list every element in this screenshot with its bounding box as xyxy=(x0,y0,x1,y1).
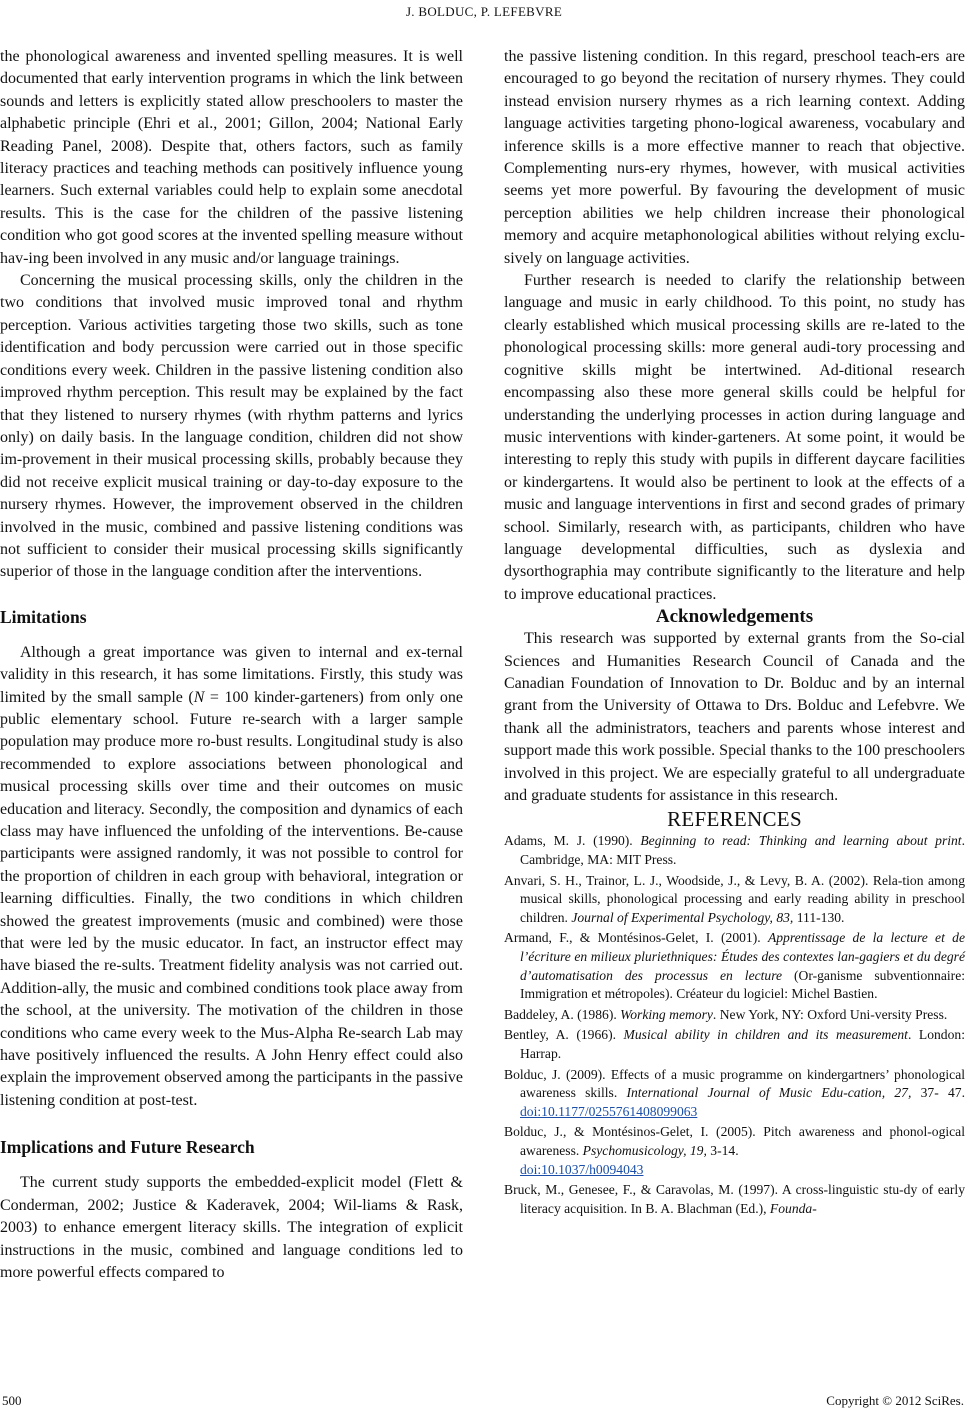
body-paragraph: The current study supports the embedded-explicit model (Flett & Conderman, 2002; Justice & Kaderavek, 2004; Wil-liams & Rask, 2003) to enhance emergent literacy skills. The integration of explicit instructions in the music, combined and language conditions led to more powerful effects compared to xyxy=(0,1174,463,1281)
right-column xyxy=(504,46,965,1220)
body-paragraph: the passive listening condition. In this regard, preschool teach-ers are encouraged to go beyond the recitation of nursery rhymes. They could instead envision nursery rhymes as a rich learning context. Adding language activities targeting phono-logical awareness, vocabulary and inference skills is a more effective manner to reach that objective. Complementing nurs-ery rhymes, however, with musical activities seems yet more powerful. By favouring the development of music perception abilities we help children increase their phonological memory and acquire metaphonological abilities without relying exclu-sively on language activities. xyxy=(504,48,965,267)
reference-item: Bolduc, J., & Montésinos-Gelet, I. (2005). Pitch awareness and phonol-ogical awareness. Psychomusicology, 19, 3-14. doi:10.1037/h0094043 xyxy=(504,1124,965,1177)
reference-item: Baddeley, A. (1986). Working memory. New York, NY: Oxford Uni-versity Press. xyxy=(504,1006,948,1022)
body-paragraph xyxy=(0,642,463,1113)
reference-item: Bolduc, J. (2009). Effects of a music programme on kindergartners’ phonological awareness skills. International Journal of Music Edu-cation, 27, 37- 47. doi:10.1177/0255761408099063 xyxy=(504,1066,965,1119)
acknowledgements-paragraph: This research was supported by external grants from the So-cial Sciences and Humanities Research Council of Canada and the Canadian Foundation of Innovation to Dr. Bolduc and by an internal grant from the University of Ottawa to Drs. Bolduc and Lefebvre. We thank all the administrators, teachers and parents whose interest and support made this work possible. Special thanks to the 100 preschoolers involved in this project. We are especially grateful to all undergraduate and graduate students for assistance in this research. xyxy=(504,630,965,804)
reference-item: Armand, F., & Montésinos-Gelet, I. (2001). Apprentissage de la lecture et de l’écriture en milieux pluriethniques: Études des contextes lan-gagiers et du degré d’automatisation des processus en lecture (Or-ganisme subventionnaire: Immigration et métropoles). Créateur du logiciel: Michel Bastien. xyxy=(504,930,965,1002)
reference-item: Adams, M. J. (1990). Beginning to read: Thinking and learning about print. Cambridge, MA: MIT Press. xyxy=(504,833,965,867)
body-paragraph: Concerning the musical processing skills, only the children in the two conditions that involved music improved tonal and rhythm perception. Various activities targeting those two skills, such as tone identification and body percussion were carried out in those specific conditions every week. Children in the passive listening condition also improved rhythm perception. This result may be explained by the fact that they listened to nursery rhymes (with rhythm patterns and lyrics only) on daily basis. In the language condition, children did not show im-provement in their musical processing skills, probably because they did not receive explicit musical training or day-to-day exposure to the nursery rhymes. However, the improvement observed in the children involved in the music, combined and passive listening conditions was not sufficient to consider their musical processing skills significantly superior of those in the language condition after the interventions. xyxy=(0,272,463,581)
references-heading: REFERENCES xyxy=(667,807,802,832)
section-heading-limitations: Limitations xyxy=(0,606,87,627)
section-heading-implications: Implications and Future Research xyxy=(0,1137,255,1158)
doi-link[interactable]: doi:10.1177/0255761408099063 xyxy=(520,1103,698,1119)
reference-item: Bruck, M., Genesee, F., & Caravolas, M. (1997). A cross-linguistic stu-dy of early literacy acquisition. In B. A. Blachman (Ed.), Founda- xyxy=(504,1182,965,1216)
copyright-notice: Copyright © 2012 SciRes. xyxy=(826,1393,964,1408)
doi-link[interactable]: doi:10.1037/h0094043 xyxy=(520,1161,644,1177)
italic-n: N xyxy=(193,688,205,706)
text-run: Although a great importance was given to internal and ex-ternal validity in this research, it has some limitations. Firstly, this study was limited by the small sample ( xyxy=(0,643,463,706)
body-paragraph: the phonological awareness and invented spelling measures. It is well documented that early intervention programs in which the link between sounds and letters is explicitly stated allow preschoolers to master the alphabetic principle (Ehri et al., 2001; Gillon, 2004; National Early Reading Panel, 2008). Despite that, others factors, such as family literacy practices and teaching methods can positively influence young learners. Such external variables could help to explain some anecdotal results. This is the case for the children of the passive listening condition who got good scores at the invented spelling measure without hav-ing been involved in any music and/or language trainings. xyxy=(0,48,463,267)
reference-list xyxy=(504,832,965,1218)
body-paragraph: Further research is needed to clarify the relationship between language and music in early childhood. To this point, no study has clearly established which musical processing skills are re-lated to the phonological processing skills: more general audi-tory processing and cognitive skills might be intertwined. Ad-ditional research encompassing also these more general skills could be helpful for understanding the underlying processes in action during language and music interventions with kinder-garteners. At some point, it would be interesting to reply this study with pupils in different daycare facilities or kindergartens. It would also be pertinent to look at the effects of a music and language interventions in first and second grades of primary school. Similarly, research with, as participants, children who have language developmental difficulties, such as dyslexia and dysorthographia may contribute significantly to the literature and help to improve educational practices. xyxy=(504,272,965,603)
left-column xyxy=(0,46,463,1284)
text-run: = 100 kinder-garteners) from only one public elementary school. Future re-search with a larger sample population may produce more ro-bust results. Longitudinal study is also recommended to explore associations between phonological and musical processing skills over time and their outcomes on music education and literacy. Secondly, the composition and dynamics of each class may have influenced the unfolding of the interventions. Be-cause participants were assigned randomly, it was not possible to control for the proportion of children in each group with behavioral, integration or learning difficulties. Finally, the two conditions in which children showed the greatest improvements (music and combined) were those that were led by the music educator. In fact, an instructor effect may have biased the re-sults. Treatment fidelity analysis was not carried out. Addition-ally, the music and combined conditions took place away from the school, at the university. The motivation of the children in those conditions who came every week to the Mus-Alpha Re-search Lab may have positively influenced the results. A John Henry effect could also explain the improvement observed among the participants in the passive listening condition at post-test. xyxy=(0,688,464,1109)
acknowledgements-heading: Acknowledgements xyxy=(655,606,814,628)
reference-item: Bentley, A. (1966). Musical ability in children and its measurement. London: Harrap. xyxy=(504,1027,965,1061)
page-number: 500 xyxy=(2,1393,22,1408)
running-head: J. BOLDUC, P. LEFEBVRE xyxy=(405,4,563,19)
reference-item: Anvari, S. H., Trainor, L. J., Woodside, J., & Levy, B. A. (2002). Rela-tion among musical skills, phonological processing and early reading ability in preschool children. Journal of Experimental Psychology, 83, 111-130. xyxy=(504,872,965,925)
